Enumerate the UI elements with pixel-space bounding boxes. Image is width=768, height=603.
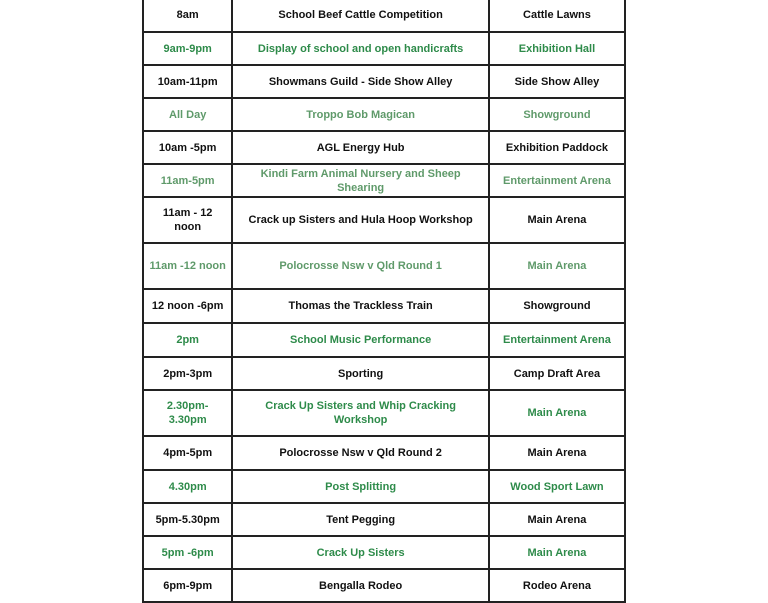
table-row — [143, 503, 625, 536]
table-row — [143, 197, 625, 243]
time-cell: 2pm-3pm — [143, 357, 232, 390]
time-cell: All Day — [143, 98, 232, 131]
table-row — [143, 32, 625, 65]
time-cell: 10am-11pm — [143, 65, 232, 98]
time-cell: 11am - 12 noon — [143, 197, 232, 243]
venue-cell: Exhibition Paddock — [489, 131, 625, 164]
event-cell: Crack Up Sisters — [232, 536, 489, 569]
table-row — [143, 436, 625, 470]
event-cell: Showmans Guild - Side Show Alley — [232, 65, 489, 98]
schedule-body — [143, 0, 625, 602]
venue-cell: Main Arena — [489, 197, 625, 243]
venue-cell: Main Arena — [489, 390, 625, 436]
event-cell: Polocrosse Nsw v Qld Round 2 — [232, 436, 489, 470]
time-cell: 2.30pm- 3.30pm — [143, 390, 232, 436]
time-cell: 11am-5pm — [143, 164, 232, 197]
table-row — [143, 323, 625, 357]
event-cell: Sporting — [232, 357, 489, 390]
time-cell: 5pm -6pm — [143, 536, 232, 569]
event-cell: Polocrosse Nsw v Qld Round 1 — [232, 243, 489, 289]
schedule-table — [142, 0, 626, 603]
time-cell: 12 noon -6pm — [143, 289, 232, 323]
event-cell: Bengalla Rodeo — [232, 569, 489, 602]
time-cell: 6pm-9pm — [143, 569, 232, 602]
event-cell: AGL Energy Hub — [232, 131, 489, 164]
venue-cell: Main Arena — [489, 503, 625, 536]
event-cell: Thomas the Trackless Train — [232, 289, 489, 323]
time-cell: 11am -12 noon — [143, 243, 232, 289]
venue-cell: Rodeo Arena — [489, 569, 625, 602]
table-row — [143, 357, 625, 390]
table-row — [143, 569, 625, 602]
time-cell: 2pm — [143, 323, 232, 357]
venue-cell: Entertainment Arena — [489, 164, 625, 197]
time-cell: 4pm-5pm — [143, 436, 232, 470]
event-cell: Kindi Farm Animal Nursery and Sheep Shearing — [232, 164, 489, 197]
venue-cell: Side Show Alley — [489, 65, 625, 98]
time-cell: 4.30pm — [143, 470, 232, 503]
time-cell: 10am -5pm — [143, 131, 232, 164]
venue-cell: Main Arena — [489, 243, 625, 289]
table-row — [143, 164, 625, 197]
event-cell: School Music Performance — [232, 323, 489, 357]
event-cell: Display of school and open handicrafts — [232, 32, 489, 65]
time-cell: 9am-9pm — [143, 32, 232, 65]
table-row — [143, 65, 625, 98]
event-cell: Troppo Bob Magican — [232, 98, 489, 131]
table-row — [143, 0, 625, 32]
table-row — [143, 131, 625, 164]
table-row — [143, 243, 625, 289]
event-cell: Crack Up Sisters and Whip Cracking Workshop — [232, 390, 489, 436]
venue-cell: Showground — [489, 289, 625, 323]
table-row — [143, 289, 625, 323]
time-cell: 5pm-5.30pm — [143, 503, 232, 536]
table-row — [143, 98, 625, 131]
venue-cell: Camp Draft Area — [489, 357, 625, 390]
event-cell: Post Splitting — [232, 470, 489, 503]
event-cell: Tent Pegging — [232, 503, 489, 536]
venue-cell: Showground — [489, 98, 625, 131]
table-row — [143, 470, 625, 503]
event-cell: School Beef Cattle Competition — [232, 0, 489, 32]
venue-cell: Exhibition Hall — [489, 32, 625, 65]
time-cell: 8am — [143, 0, 232, 32]
venue-cell: Entertainment Arena — [489, 323, 625, 357]
event-cell: Crack up Sisters and Hula Hoop Workshop — [232, 197, 489, 243]
venue-cell: Cattle Lawns — [489, 0, 625, 32]
venue-cell: Main Arena — [489, 536, 625, 569]
venue-cell: Wood Sport Lawn — [489, 470, 625, 503]
table-row — [143, 390, 625, 436]
table-row — [143, 536, 625, 569]
venue-cell: Main Arena — [489, 436, 625, 470]
